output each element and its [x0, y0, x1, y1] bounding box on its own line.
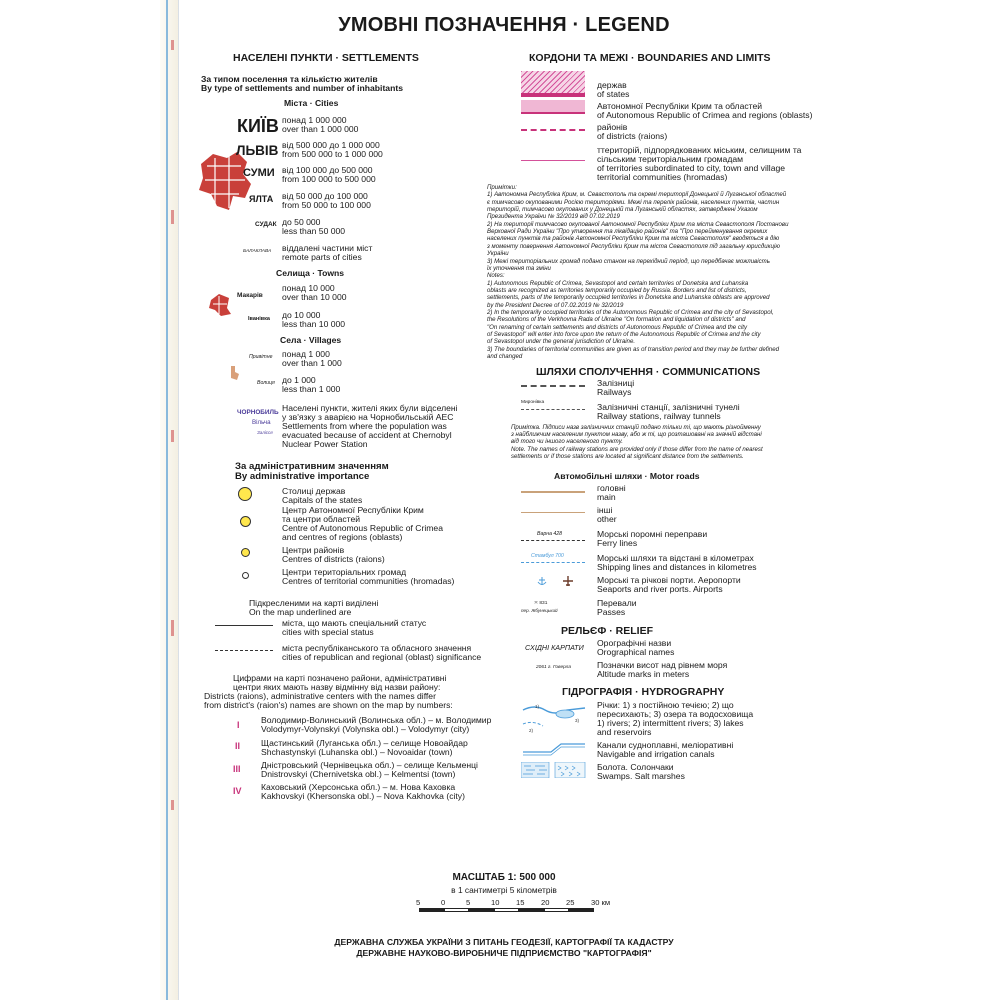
towns-heading: Селища · Towns	[276, 268, 345, 278]
numbered-4-en: Kakhovskyi (Khersonska obl.) – Nova Kakhovka (city)	[261, 791, 465, 801]
relief-heading: РЕЛЬЄФ · RELIEF	[561, 625, 654, 637]
passes-uk: Перевали	[597, 598, 637, 608]
scale-tick-label: 20	[541, 898, 550, 907]
boundary-note-line: Верховної Ради України "Про утворення та ліквідацію районів" та "Про перейменування окремих	[487, 228, 768, 236]
hromada-centre-icon	[242, 572, 249, 579]
evac-line-2: у зв'язку з аварією на Чорнобильській АЕС	[282, 412, 454, 422]
boundary-4-l3: of territories subordinated to city, town and village	[597, 163, 786, 173]
city-sudak-sample: СУДАК	[255, 221, 277, 228]
scale-tick-label: 30 км	[591, 898, 611, 907]
railway-sample	[521, 385, 585, 387]
scale-tick-label: 25	[566, 898, 575, 907]
city-2-uk: від 500 000 до 1 000 000	[282, 140, 380, 150]
admin-1-en: Capitals of the states	[282, 495, 363, 505]
evac-line-4: evacuated because of accident at Chernobyl	[282, 430, 452, 440]
motor-roads-heading: Автомобільні шляхи · Motor roads	[554, 471, 700, 481]
shipping-en: Shipping lines and distances in kilometres	[597, 562, 757, 572]
svg-text:3): 3)	[575, 718, 580, 723]
canals-en: Navigable and irrigation canals	[597, 749, 715, 759]
swamps-uk: Болота. Солончаки	[597, 762, 674, 772]
oro-uk: Орографічні назви	[597, 638, 672, 648]
boundary-note-line: їх уточнення та зміни	[487, 264, 551, 272]
anchor-icon	[537, 576, 547, 586]
scale-segment	[569, 908, 594, 912]
rivers-l1: Річки: 1) з постійною течією; 2) що	[597, 700, 734, 710]
underlined-1-en: cities with special status	[282, 627, 374, 637]
oro-en: Orographical names	[597, 647, 675, 657]
admin-4-en: Centres of territorial communities (hromadas)	[282, 576, 455, 586]
scale-title: МАСШТАБ 1: 500 000	[452, 872, 556, 883]
settlements-heading: НАСЕЛЕНІ ПУНКТИ · SETTLEMENTS	[233, 52, 419, 64]
station-sample-line	[521, 409, 585, 410]
railways-en: Railways	[597, 387, 632, 397]
boundary-4-l2: сільським територіальним громадам	[597, 154, 744, 164]
special-status-underline	[215, 625, 273, 626]
stations-en: Railway stations, railway tunnels	[597, 411, 721, 421]
village-pryvitne-sample: Привітне	[249, 354, 273, 360]
swamp-sample-icon	[521, 762, 587, 778]
boundary-1-uk: держав	[597, 80, 627, 90]
main-road-en: main	[597, 492, 616, 502]
oro-sample: СХІДНІ КАРПАТИ	[525, 643, 584, 652]
page-title: УМОВНІ ПОЗНАЧЕННЯ · LEGEND	[338, 14, 670, 36]
map-edge-mark	[171, 210, 174, 224]
station-sample-label: Миронівка	[521, 400, 545, 405]
admin-2-l2: та центри областей	[282, 514, 361, 524]
admin-2-l4: and centres of regions (oblasts)	[282, 532, 403, 542]
scale-subtitle: в 1 сантиметрі 5 кілометрів	[451, 885, 557, 895]
boundary-note-line: є тимчасово окупованими Росією територіями. Межі та перелік районів, населених пунктів, частин	[487, 198, 780, 206]
other-road-uk: інші	[597, 505, 613, 515]
oblast-border-sample	[521, 100, 585, 114]
communications-heading: ШЛЯХИ СПОЛУЧЕННЯ · COMMUNICATIONS	[536, 366, 761, 378]
boundary-note-line: населених пунктів та районів Автономної Республіки Крим та міста Севастополя" вводяться в дію	[487, 235, 780, 243]
comm-note-1: Примітка. Підписи назв залізничних станцій подано тільки ті, що мають різнойменну	[511, 424, 761, 431]
evac-line-3: Settlements from where the population was	[282, 421, 447, 431]
raion-number-3: III	[233, 764, 241, 774]
city-3-uk: від 100 000 до 500 000	[282, 165, 373, 175]
ferry-en: Ferry lines	[597, 538, 638, 548]
stations-uk: Залізничні станції, залізничні тунелі	[597, 402, 740, 412]
boundary-note-line: the Resolutions of the Verkhovna Rada of Ukraine "On formation and liquidation of districts" and	[487, 316, 746, 324]
city-5-en: less than 50 000	[282, 226, 346, 236]
river-sample-icon	[521, 700, 587, 736]
svg-text:1): 1)	[535, 704, 540, 709]
scale-segment	[469, 908, 494, 912]
footer-line-2: ДЕРЖАВНЕ НАУКОВО-ВИРОБНИЧЕ ПІДПРИЄМСТВО "КАРТОГРАФІЯ"	[356, 948, 652, 958]
evac-line-1: Населені пункти, жителі яких були відселені	[282, 403, 458, 413]
town-2-uk: до 10 000	[282, 310, 321, 320]
scale-tick-label: 5	[416, 898, 421, 907]
pass-sample-name: пер. Жбунецький	[521, 608, 558, 613]
scale-tick-label: 10	[491, 898, 500, 907]
map-edge-mark	[171, 800, 174, 810]
city-4-uk: від 50 000 до 100 000	[282, 191, 368, 201]
boundary-2-en: of Autonomous Republic of Crimea and regions (oblasts)	[597, 110, 813, 120]
rivers-l2: пересихають; 3) озера та водосховища	[597, 709, 754, 719]
raion-number-2: II	[235, 741, 241, 751]
canals-uk: Канали судноплавні, меліоративні	[597, 740, 734, 750]
village-2-en: less than 1 000	[282, 384, 341, 394]
ferry-sample-line	[521, 540, 585, 541]
boundary-note-line: територій, тимчасово окупованих у Донецькій та Луганській областях, затверджені Указом	[487, 206, 758, 214]
scale-tick-label: 15	[516, 898, 525, 907]
svg-text:2): 2)	[529, 728, 534, 733]
numbers-intro-4: from district's (raion's) names are shown on the map by numbers:	[204, 700, 453, 710]
underlined-2-uk: міста республіканського та обласного значення	[282, 643, 472, 653]
map-edge-strip	[160, 0, 178, 1000]
boundary-2-uk: Автономної Республіки Крим та областей	[597, 101, 763, 111]
boundary-4-l1: ттериторій, підпорядкованих міським, селищним та	[597, 145, 802, 155]
raion-border-sample	[521, 124, 585, 131]
scale-segment	[444, 908, 469, 912]
numbers-intro-3: Districts (raions), administrative centers with the names differ	[204, 691, 436, 701]
swamps-en: Swamps. Salt marshes	[597, 771, 685, 781]
admin-heading-uk: За адміністративним значенням	[235, 461, 389, 472]
main-road-uk: головні	[597, 483, 626, 493]
hydrography-heading: ГІДРОГРАФІЯ · HYDROGRAPHY	[562, 686, 725, 698]
boundary-note-line: Примітки:	[487, 184, 517, 191]
scale-tick-label: 0	[441, 898, 446, 907]
city-6-uk: віддалені частини міст	[282, 243, 373, 253]
oblast-significance-underline	[215, 650, 273, 651]
city-1-uk: понад 1 000 000	[282, 115, 347, 125]
comm-note-4: Note. The names of railway stations are provided only if those differ from the name of nearest	[511, 446, 763, 453]
numbered-1-en: Volodymyr-Volynskyi (Volynska obl.) – Volodymyr (city)	[261, 724, 470, 734]
city-yalta-sample: ЯЛТА	[249, 194, 274, 204]
town-makariv-sample: Макарів	[237, 292, 263, 299]
footer-line-1: ДЕРЖАВНА СЛУЖБА УКРАЇНИ З ПИТАНЬ ГЕОДЕЗІЇ, КАРТОГРАФІЇ ТА КАДАСТРУ	[334, 937, 674, 947]
boundary-note-line: of Sevastopol under the general jurisdiction of Ukraine.	[487, 338, 636, 346]
city-2-en: from 500 000 to 1 000 000	[282, 149, 383, 159]
numbered-3-en: Dnistrovskyi (Chernivetska obl.) – Kelmentsi (town)	[261, 769, 456, 779]
city-1-en: over than 1 000 000	[282, 124, 359, 134]
alt-sample: 2061 г. Говерла	[536, 665, 572, 670]
ports-en: Seaports and river ports. Airports	[597, 584, 723, 594]
boundary-note-line: settlements, parts of the temporarily occupied territories in Donetska and Luhanska oblasts are approved	[487, 294, 770, 302]
numbers-intro-1: Цифрами на карті позначено райони, адміністративні	[233, 673, 447, 683]
numbered-3-uk: Дністровський (Чернівецька обл.) – селище Кельменці	[261, 760, 478, 770]
villages-heading: Села · Villages	[280, 335, 342, 345]
boundary-1-en: of states	[597, 89, 630, 99]
boundary-note-line: Notes:	[487, 272, 505, 280]
other-road-sample	[521, 512, 585, 513]
village-1-en: over than 1 000	[282, 358, 342, 368]
shipping-sample-line	[521, 562, 585, 563]
shipping-sample-label: Стамбул 700	[531, 553, 564, 559]
village-area-icon	[227, 364, 241, 382]
boundary-note-line: 2) На території тимчасово окупованої Автономної Республіки Крим та міста Севастополя Постанови	[487, 220, 789, 228]
airport-icon	[563, 576, 573, 586]
town-area-icon	[207, 292, 233, 318]
shipping-uk: Морські шляхи та відстані в кілометрах	[597, 553, 754, 563]
map-edge-mark	[171, 430, 174, 442]
underlined-en: On the map underlined are	[249, 607, 352, 617]
other-road-en: other	[597, 514, 617, 524]
boundary-note-line: 1) Autonomous Republic of Crimea, Sevastopol and certain territories of Donetska and Luhanska	[487, 279, 749, 287]
city-kyiv-sample: КИЇВ	[237, 116, 279, 136]
city-4-en: from 50 000 to 100 000	[282, 200, 371, 210]
raion-number-1: I	[237, 720, 240, 730]
map-edge-river	[166, 0, 168, 1000]
raion-centre-icon	[241, 548, 250, 557]
village-volytsia-sample: Волиця	[257, 380, 275, 386]
comm-note-2: з найближчим населеним пунктом назву, або ж ті, що розташовані на значній відстані	[511, 431, 762, 438]
boundary-note-line: "On renaming of certain settlements and districts of Autonomous Republic of Crimea and the city	[487, 323, 748, 331]
legend-sheet	[178, 0, 829, 1000]
city-area-icon	[193, 150, 255, 216]
evac-line-5: Nuclear Power Station	[282, 439, 368, 449]
numbered-4-uk: Каховський (Херсонська обл.) – м. Нова Каховка	[261, 782, 456, 792]
town-1-en: over than 10 000	[282, 292, 347, 302]
railways-uk: Залізниці	[597, 378, 635, 388]
numbered-1-uk: Володимир-Волинський (Волинська обл.) – м. Володимир	[261, 715, 492, 725]
underlined-1-uk: міста, що мають спеціальний статус	[282, 618, 427, 628]
town-ivanivka-sample: Іванівка	[248, 316, 270, 322]
evac-zalissia-sample: Залісся	[257, 430, 273, 435]
pass-sample-height: ≍ 831	[534, 601, 548, 606]
city-sumy-sample: СУМИ	[243, 167, 275, 179]
admin-3-en: Centres of districts (raions)	[282, 554, 385, 564]
ferry-uk: Морські поромні переправи	[597, 529, 708, 539]
capital-state-icon	[238, 487, 252, 501]
scale-segment	[419, 908, 444, 912]
boundary-note-line: України	[487, 250, 509, 258]
alt-en: Altitude marks in meters	[597, 669, 690, 679]
scale-segment	[494, 908, 519, 912]
boundary-note-line: 2) In the temporarily occupied territories of the Autonomous Republic of Crimea and the city of Sevastopol,	[487, 308, 774, 316]
village-2-uk: до 1 000	[282, 375, 316, 385]
boundary-note-line: and changed	[487, 353, 523, 361]
main-road-sample	[521, 491, 585, 493]
city-balaklava-sample: БАЛАКЛАВА	[243, 249, 272, 254]
numbers-intro-2: центри яких мають назву відмінну від назви району:	[233, 682, 441, 692]
alt-uk: Позначки висот над рівнем моря	[597, 660, 728, 670]
scale-segment	[519, 908, 544, 912]
underlined-uk: Підкресленими на карті виділені	[249, 598, 379, 608]
admin-1-uk: Столиці держав	[282, 486, 346, 496]
city-3-en: from 100 000 to 500 000	[282, 174, 376, 184]
boundary-3-uk: районів	[597, 122, 628, 132]
admin-2-l1: Центр Автономної Республіки Крим	[282, 505, 424, 515]
settlements-subheading-uk: За типом поселення та кількістю жителів	[201, 74, 378, 84]
boundary-note-line: of Sevastopol" will enter into force upon the return of the Autonomous Republic of Crimea and the city	[487, 331, 761, 338]
scale-tick-label: 5	[466, 898, 471, 907]
city-6-en: remote parts of cities	[282, 252, 362, 262]
state-border-sample	[521, 71, 585, 97]
numbered-2-uk: Щастинський (Луганська обл.) – селище Новоайдар	[261, 738, 468, 748]
scale-segment	[544, 908, 569, 912]
ferry-sample-label: Варна 428	[537, 531, 563, 537]
evac-chornobyl-sample: ЧОРНОБИЛЬ	[237, 409, 279, 416]
ports-uk: Морські та річкові порти. Аеропорти	[597, 575, 741, 585]
canal-sample-icon	[521, 740, 587, 756]
map-edge-mark	[171, 620, 174, 636]
city-5-uk: до 50 000	[282, 217, 321, 227]
oblast-centre-icon	[240, 516, 251, 527]
numbered-2-en: Shchastynskyi (Luhanska obl.) – Novoaidar (town)	[261, 747, 453, 757]
evac-vilcha-sample: Вільча	[252, 419, 271, 426]
village-1-uk: понад 1 000	[282, 349, 330, 359]
boundary-note-line: 1) Автономна Республіка Крим, м. Севастополь та окремі території Донецької й Луганської областей	[487, 191, 787, 199]
boundary-4-l4: territorial communities (hromadas)	[597, 172, 728, 182]
comm-note-3: від того чи іншого населеного пункту.	[511, 438, 623, 445]
comm-note-5: settlements or if those stations are located at significant distance from the settlements.	[511, 453, 744, 460]
boundaries-heading: КОРДОНИ ТА МЕЖІ · BOUNDARIES AND LIMITS	[529, 52, 771, 64]
admin-heading-en: By administrative importance	[235, 471, 370, 482]
settlements-subheading-en: By type of settlements and number of inhabitants	[201, 83, 403, 93]
admin-3-uk: Центри районів	[282, 545, 345, 555]
rivers-l4: and reservoirs	[597, 727, 652, 737]
map-edge-mark	[171, 40, 174, 50]
boundary-note-line: Президента України № 32/2019 від 07.02.2019	[487, 213, 620, 221]
boundary-3-en: of districts (raions)	[597, 131, 668, 141]
admin-2-l3: Centre of Autonomous Republic of Crimea	[282, 523, 443, 533]
hromada-border-sample	[521, 160, 585, 161]
boundary-note-line: 3) Межі територіальних громад подано станом на перехідний період, що передбачає можливість	[487, 257, 770, 265]
boundary-note-line: з моменту повернення Автономної Республіки Крим та міста Севастополя під загальну юрисдикцію	[487, 242, 780, 250]
boundary-note-line: by the President Decree of 07.02.2019 № 32/2019	[487, 301, 624, 309]
city-lviv-sample: ЛЬВІВ	[236, 143, 279, 158]
cities-heading: Міста · Cities	[284, 98, 339, 108]
rivers-l3: 1) rivers; 2) intermittent rivers; 3) lakes	[597, 718, 744, 728]
passes-en: Passes	[597, 607, 626, 617]
town-2-en: less than 10 000	[282, 319, 346, 329]
raion-number-4: IV	[233, 786, 242, 796]
boundary-note-line: oblasts are recognized as territories temporarily occupied by Russia. Borders and list of districts,	[487, 286, 747, 294]
admin-4-uk: Центри територіальних громад	[282, 567, 407, 577]
boundary-note-line: 3) The boundaries of territorial communities are given as of transition period and they may be further defined	[487, 345, 779, 353]
town-1-uk: понад 10 000	[282, 283, 335, 293]
underlined-2-en: cities of republican and regional (oblast) significance	[282, 652, 482, 662]
